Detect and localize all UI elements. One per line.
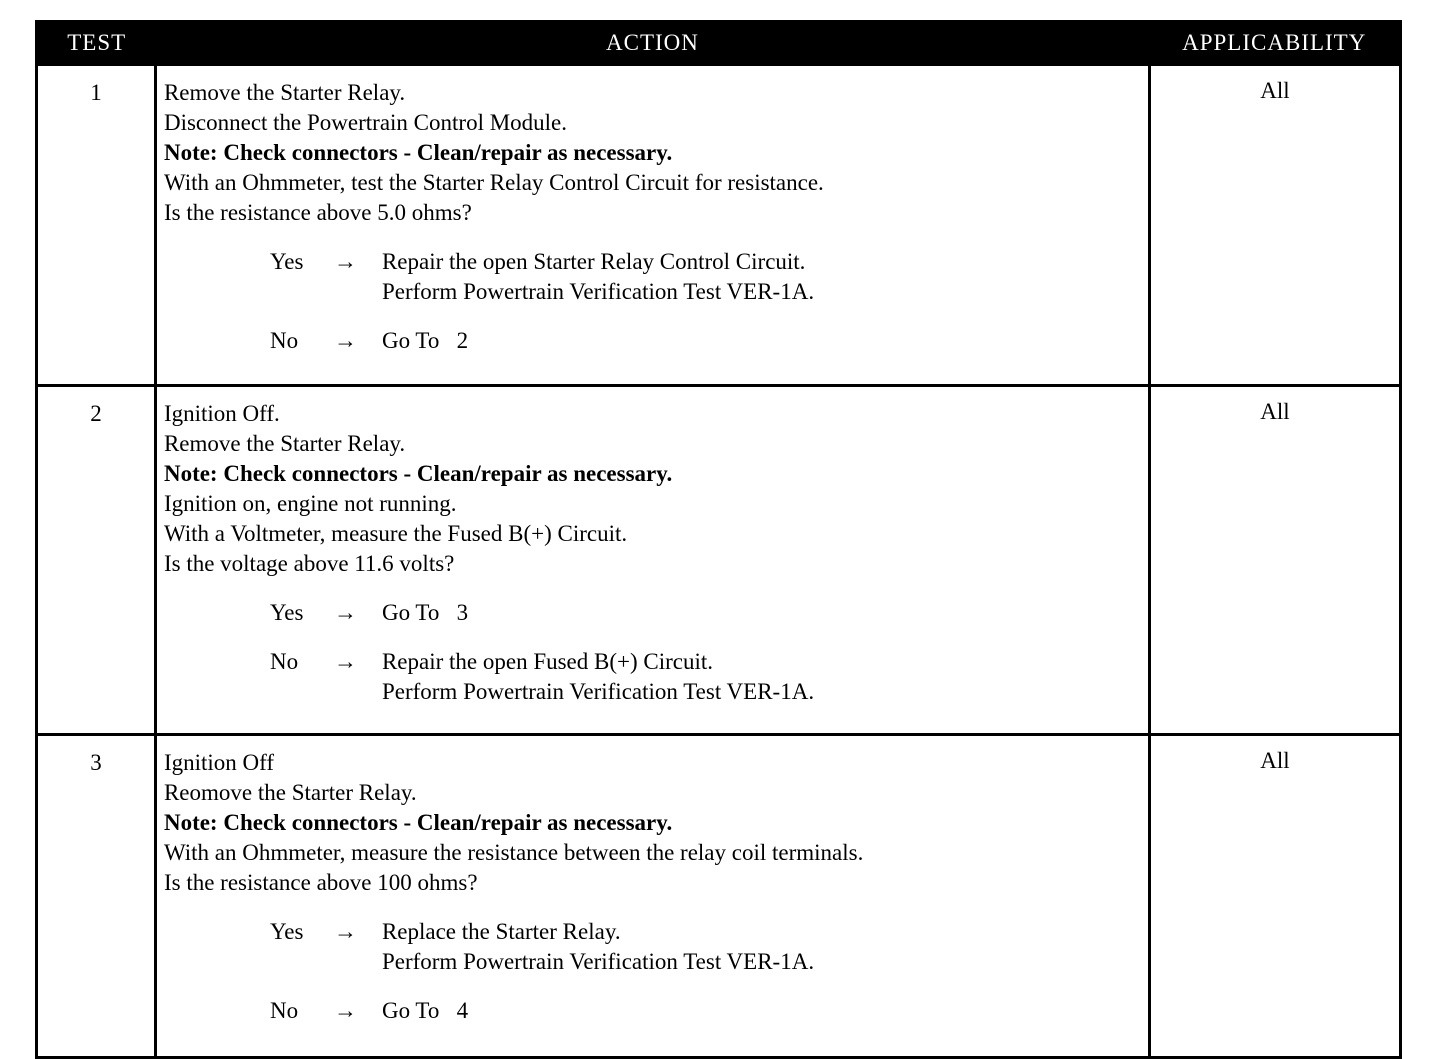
action-step: Remove the Starter Relay.	[163, 80, 406, 105]
right-arrow-icon: →	[333, 328, 357, 353]
yes-label: Yes	[269, 600, 304, 625]
action-step: Remove the Starter Relay.	[163, 431, 406, 456]
action-note: Note: Check connectors - Clean/repair as necessary.	[163, 810, 673, 835]
diagnostic-test-table	[35, 20, 1402, 1059]
action-step: With a Voltmeter, measure the Fused B(+) Circuit.	[163, 521, 628, 546]
no-result	[382, 326, 1142, 356]
action-step: Ignition Off	[163, 750, 275, 775]
header-applicability: APPLICABILITY	[1149, 22, 1400, 65]
table-row	[37, 735, 1401, 1058]
test-number: 3	[37, 735, 156, 1058]
result-line: Repair the open Fused B(+) Circuit.	[381, 649, 714, 674]
no-result	[382, 647, 1142, 707]
result-line: Perform Powertrain Verification Test VER-1A.	[381, 279, 815, 304]
yes-branch	[270, 598, 1142, 628]
yes-result	[382, 247, 1142, 307]
result-line: Go To 4	[381, 998, 469, 1023]
right-arrow-icon: →	[333, 649, 357, 674]
action-note: Note: Check connectors - Clean/repair as necessary.	[163, 140, 673, 165]
result-line: Replace the Starter Relay.	[381, 919, 621, 944]
no-branch	[270, 996, 1142, 1026]
action-step: With an Ohmmeter, test the Starter Relay Control Circuit for resistance.	[163, 170, 824, 195]
result-line: Perform Powertrain Verification Test VER-1A.	[381, 949, 815, 974]
yes-result	[382, 917, 1142, 977]
yes-branch	[270, 917, 1142, 977]
yes-branch	[270, 247, 1142, 307]
yes-label: Yes	[269, 919, 304, 944]
table-header-row	[37, 22, 1401, 65]
right-arrow-icon: →	[333, 600, 357, 625]
action-cell	[155, 65, 1149, 386]
result-line: Repair the open Starter Relay Control Circuit.	[381, 249, 806, 274]
action-note: Note: Check connectors - Clean/repair as necessary.	[163, 461, 673, 486]
test-number: 2	[37, 386, 156, 735]
right-arrow-icon: →	[333, 919, 357, 944]
action-step: Disconnect the Powertrain Control Module.	[163, 110, 568, 135]
action-question: Is the voltage above 11.6 volts?	[163, 551, 455, 576]
yes-label: Yes	[269, 249, 304, 274]
applicability-value: All	[1149, 386, 1400, 735]
test-number: 1	[37, 65, 156, 386]
right-arrow-icon: →	[333, 249, 357, 274]
applicability-value: All	[1149, 65, 1400, 386]
header-action: ACTION	[155, 22, 1149, 65]
result-line: Go To 3	[381, 600, 469, 625]
result-line: Perform Powertrain Verification Test VER-1A.	[381, 679, 815, 704]
action-question: Is the resistance above 5.0 ohms?	[163, 200, 472, 225]
no-branch	[270, 647, 1142, 707]
action-cell	[155, 386, 1149, 735]
action-step: Ignition on, engine not running.	[163, 491, 457, 516]
applicability-value: All	[1149, 735, 1400, 1058]
no-label: No	[269, 649, 299, 674]
header-test: TEST	[37, 22, 156, 65]
result-line: Go To 2	[381, 328, 469, 353]
action-step: Reomove the Starter Relay.	[163, 780, 417, 805]
table-row	[37, 386, 1401, 735]
action-cell	[155, 735, 1149, 1058]
yes-result	[382, 598, 1142, 628]
no-result	[382, 996, 1142, 1026]
right-arrow-icon: →	[333, 998, 357, 1023]
action-question: Is the resistance above 100 ohms?	[163, 870, 478, 895]
table-row	[37, 65, 1401, 386]
no-branch	[270, 326, 1142, 356]
action-step: Ignition Off.	[163, 401, 280, 426]
no-label: No	[269, 998, 299, 1023]
no-label: No	[269, 328, 299, 353]
action-step: With an Ohmmeter, measure the resistance between the relay coil terminals.	[163, 840, 864, 865]
